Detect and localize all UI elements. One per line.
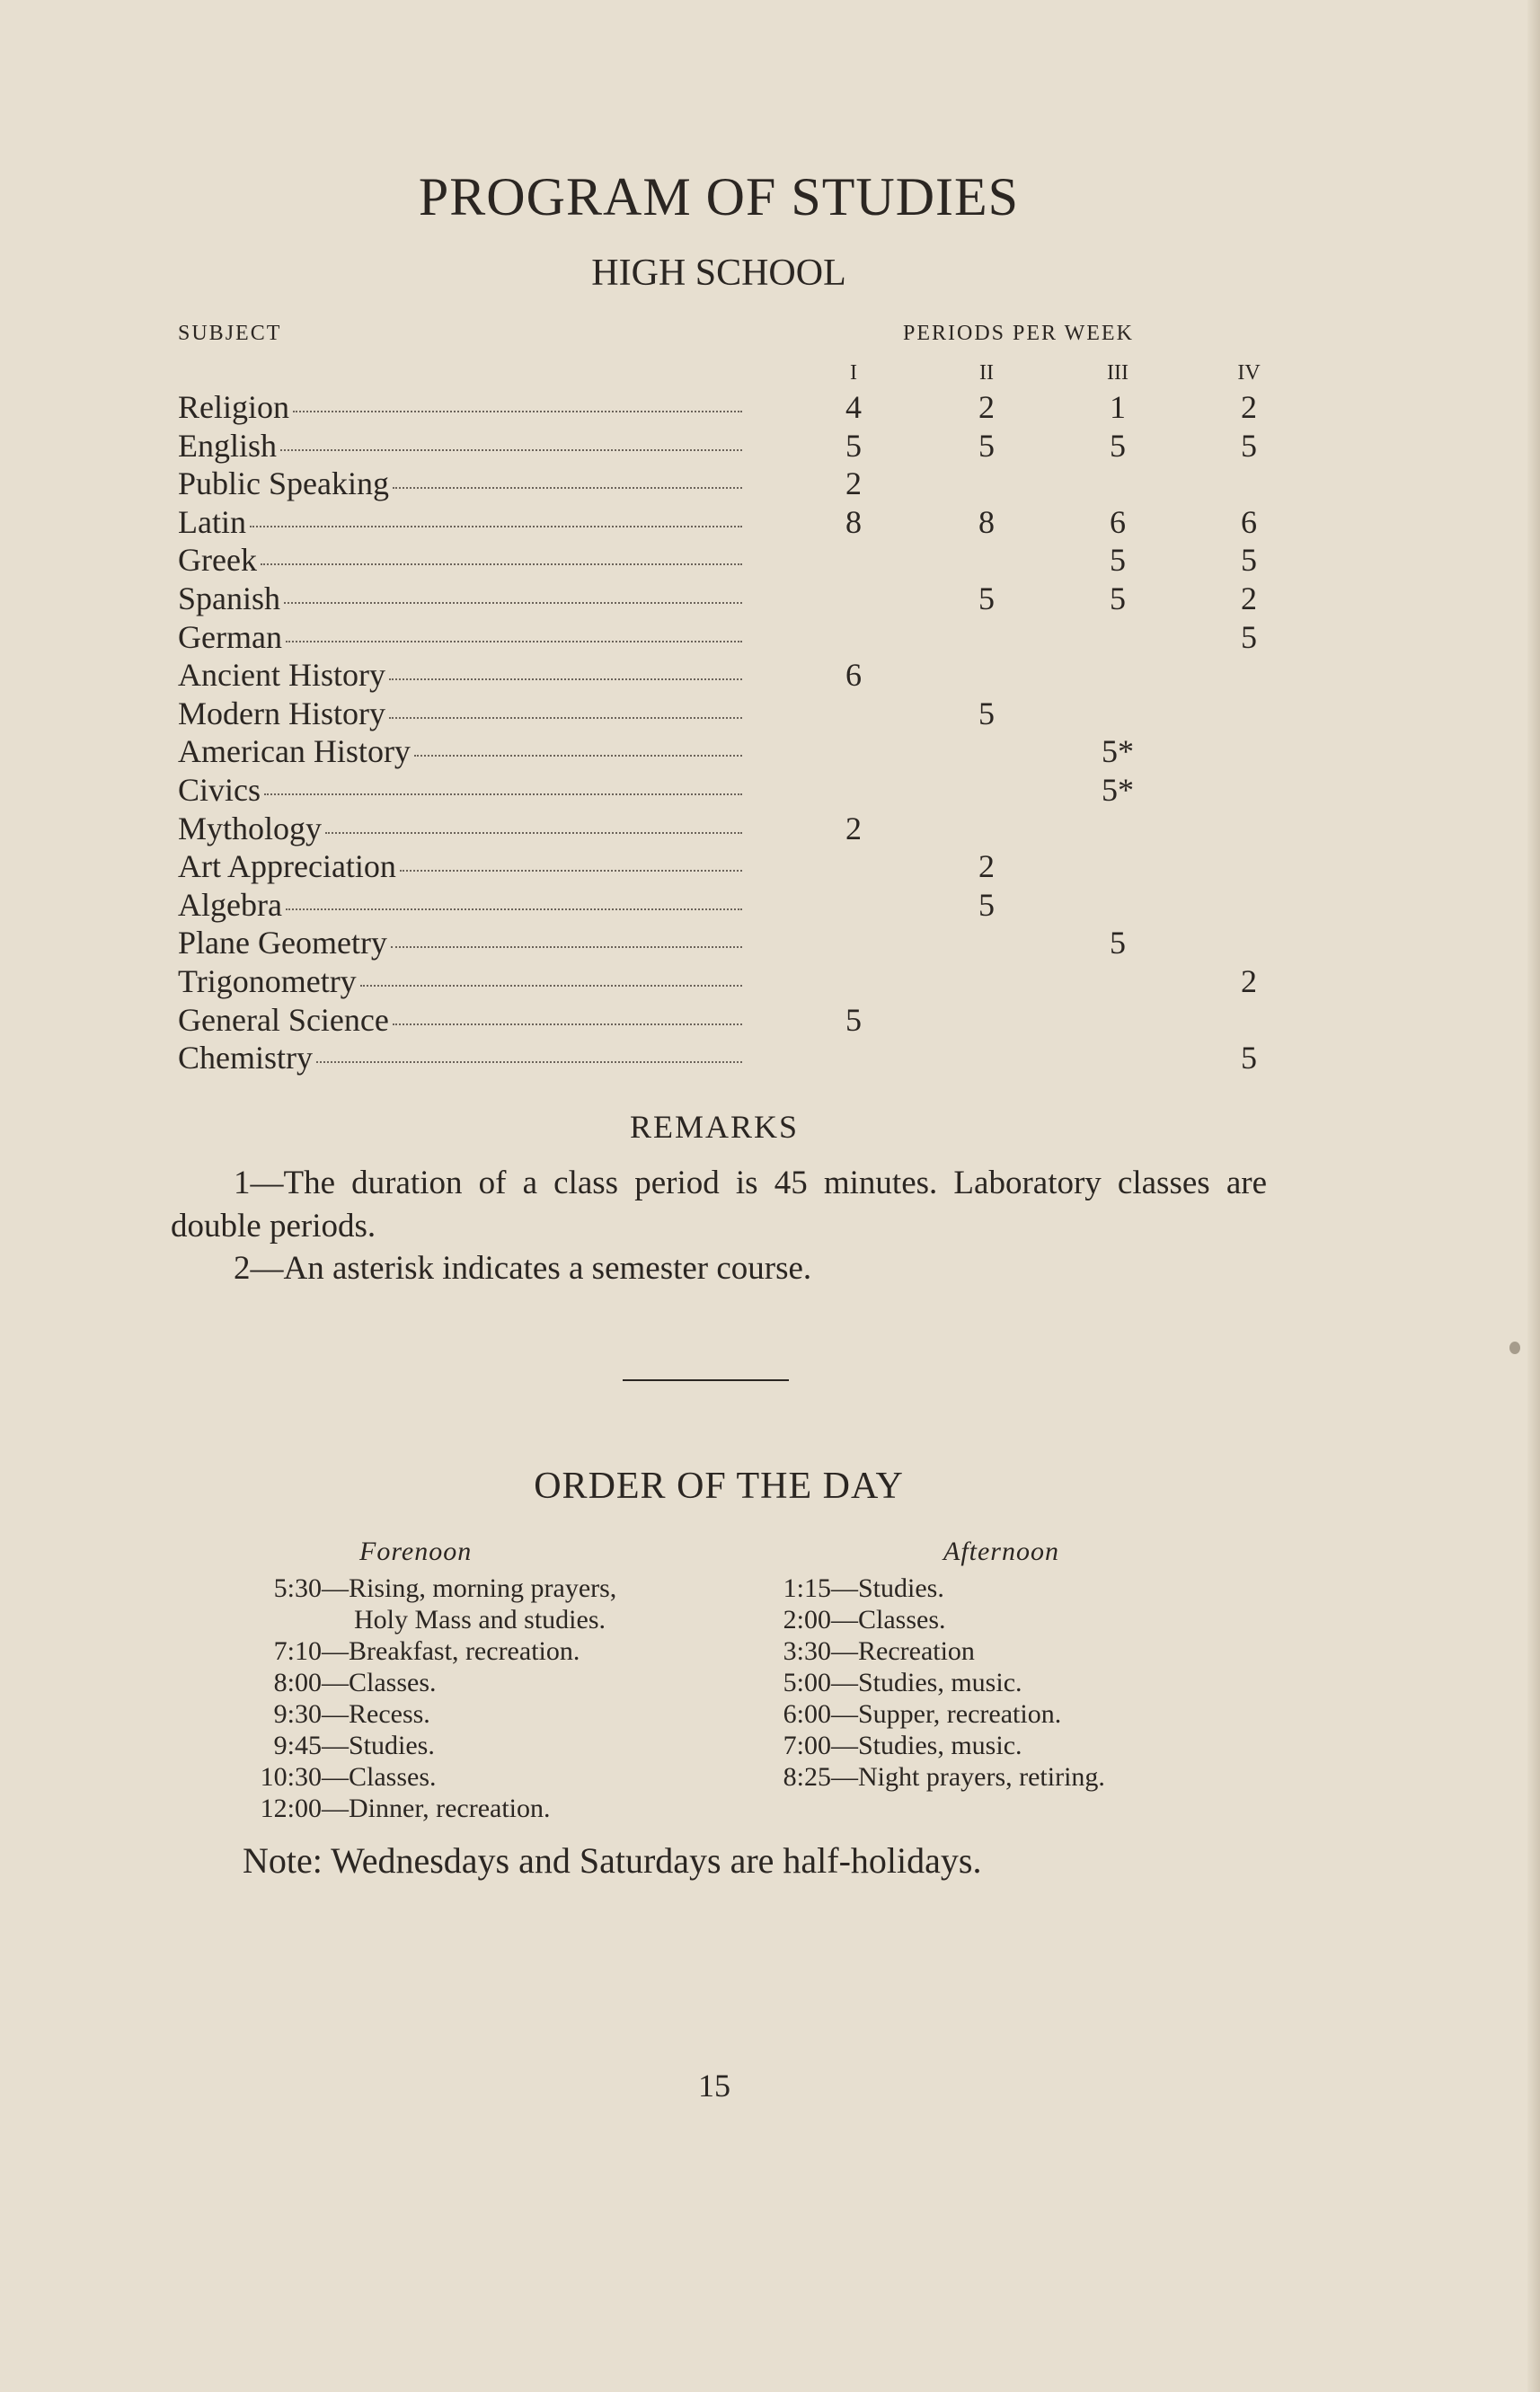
subject-cell [178,886,742,924]
schedule-time: 9:30 [273,1699,322,1729]
periods-cell: 5 [978,886,995,923]
year-header-iv: IV [1237,361,1261,385]
schedule-entry [764,1667,1105,1698]
schedule-entry [764,1573,1105,1604]
periods-cell: 5 [978,427,995,464]
periods-cell: 5 [1241,618,1257,655]
subject-cell [178,847,742,885]
dot-leader [360,985,742,987]
subject-name: Trigonometry [178,963,357,999]
periods-cell: 5 [1110,925,1126,961]
schedule-activity: —Supper, recreation. [831,1699,1062,1729]
schedule-time: 3:30 [783,1636,831,1666]
periods-cell: 5 [845,427,862,464]
periods-cell: 5 [845,1001,862,1038]
page-edge-shadow [1527,0,1540,2392]
table-row [0,695,1348,732]
dot-leader [414,755,742,757]
subject-name: German [178,618,282,655]
schedule-time: 10:30 [260,1762,322,1792]
subject-name: General Science [178,1001,389,1038]
year-header-ii: II [979,361,994,385]
schedule-time: 8:25 [783,1762,831,1792]
page-number: 15 [698,2068,730,2104]
periods-cell: 2 [978,389,995,425]
schedule-entry [216,1698,616,1730]
periods-cell: 2 [845,465,862,502]
schedule-activity: —Rising, morning prayers, [322,1573,617,1603]
schedule-time: 12:00 [260,1794,322,1823]
periods-cell: 5 [1110,427,1126,464]
subject-name: Chemistry [178,1040,313,1076]
table-row [0,1039,1348,1076]
schedule-entry [216,1793,616,1824]
table-row [0,962,1348,1000]
periods-cell: 5 [978,580,995,616]
schedule-time: 7:00 [783,1731,831,1760]
periods-cell: 8 [845,503,862,540]
dot-leader [400,870,742,872]
dot-leader [264,793,742,795]
dot-leader [280,449,742,451]
table-row [0,580,1348,617]
table-row [0,465,1348,502]
table-row [0,886,1348,924]
subject-name: Art Appreciation [178,848,396,885]
subject-cell [178,656,742,694]
forenoon-heading: Forenoon [359,1537,473,1566]
subject-name: Religion [178,389,289,425]
subject-cell [178,388,742,426]
schedule-activity: —Studies, music. [831,1731,1022,1760]
schedule-activity: —Studies. [831,1573,944,1603]
schedule-time: 9:45 [273,1731,322,1760]
schedule-activity: —Classes. [831,1605,946,1635]
periods-cell: 5* [1102,772,1134,808]
subject-name: Civics [178,772,261,808]
dot-leader [325,832,742,834]
remark-item: 1—The duration of a class period is 45 minutes. Laboratory classes are double periods. [171,1165,1267,1245]
order-of-day-heading: ORDER OF THE DAY [534,1466,904,1507]
schedule-entry [216,1573,616,1604]
subject-cell [178,580,742,617]
subject-cell [178,924,742,961]
periods-cell: 2 [1241,963,1257,999]
forenoon-schedule [216,1573,616,1824]
dot-leader [316,1061,742,1063]
holiday-note: Note: Wednesdays and Saturdays are half-holidays. [243,1840,982,1881]
periods-cell: 5 [1110,542,1126,579]
dot-leader [261,563,742,565]
subject-cell [178,810,742,847]
periods-cell: 2 [1241,389,1257,425]
subject-name: Latin [178,503,246,540]
table-row [0,771,1348,809]
schedule-entry [764,1761,1105,1793]
schedule-entry [216,1761,616,1793]
table-row [0,427,1348,465]
schedule-time: 5:30 [273,1573,322,1603]
dot-leader [389,678,742,680]
paper-blemish [1509,1342,1520,1354]
schedule-activity: —Dinner, recreation. [322,1794,551,1823]
dot-leader [284,602,742,604]
periods-cell: 5 [1241,1040,1257,1076]
subject-cell [178,427,742,465]
subject-cell [178,1001,742,1039]
subject-name: American History [178,733,411,770]
table-row [0,618,1348,656]
schedule-time: 2:00 [783,1605,831,1635]
periods-cell: 2 [845,810,862,846]
periods-cell: 6 [1110,503,1126,540]
periods-cell: 5 [978,695,995,731]
periods-cell: 6 [1241,503,1257,540]
remark-item: 2—An asterisk indicates a semester course. [234,1250,812,1287]
schedule-time: 7:10 [273,1636,322,1666]
schedule-activity: —Studies. [322,1731,435,1760]
schedule-entry [216,1730,616,1761]
periods-cell: 4 [845,389,862,425]
subject-cell [178,732,742,770]
periods-cell: 5 [1241,542,1257,579]
subject-name: Ancient History [178,657,385,694]
schedule-activity: —Recess. [322,1699,430,1729]
subject-cell [178,695,742,732]
dot-leader [286,641,742,642]
periods-cell: 8 [978,503,995,540]
schedule-time: 8:00 [273,1668,322,1697]
subject-name: Mythology [178,810,323,846]
periods-cell: 2 [978,848,995,885]
subject-cell [178,618,742,656]
table-row [0,732,1348,770]
subject-cell [178,541,742,579]
schedule-activity: —Studies, music. [831,1668,1022,1697]
subject-cell [178,962,742,1000]
table-row [0,388,1348,426]
table-row [0,656,1348,694]
remarks-heading: REMARKS [629,1109,800,1145]
table-row [0,810,1348,847]
page-title: PROGRAM OF STUDIES [418,167,1020,226]
dot-leader [391,946,742,948]
subject-name: Public Speaking [178,465,389,502]
subject-cell [178,465,742,502]
subject-column-header: SUBJECT [178,322,282,345]
dot-leader [389,717,742,719]
schedule-entry [764,1730,1105,1761]
page-subtitle: HIGH SCHOOL [591,252,846,294]
afternoon-heading: Afternoon [943,1537,1059,1566]
schedule-activity: —Breakfast, recreation. [322,1636,580,1666]
schedule-activity: —Night prayers, retiring. [831,1762,1105,1792]
schedule-entry [764,1698,1105,1730]
schedule-time: 1:15 [783,1573,831,1603]
subject-name: Algebra [178,886,282,923]
periods-cell: 1 [1110,389,1126,425]
table-row [0,1001,1348,1039]
table-row [0,847,1348,885]
subject-cell [178,1039,742,1076]
table-row [0,503,1348,541]
section-divider [623,1379,789,1381]
subject-name: English [178,427,278,464]
periods-cell: 5 [1110,580,1126,616]
schedule-activity: —Classes. [322,1668,437,1697]
subject-name: Modern History [178,695,385,731]
schedule-entry [764,1635,1105,1667]
dot-leader [393,487,742,489]
schedule-time: 6:00 [783,1699,831,1729]
subject-name: Spanish [178,580,281,616]
table-row [0,541,1348,579]
dot-leader [293,411,742,412]
table-row [0,924,1348,961]
periods-cell: 6 [845,657,862,694]
subject-cell [178,771,742,809]
subject-name: Greek [178,542,257,579]
subject-cell [178,503,742,541]
afternoon-schedule [764,1573,1105,1793]
dot-leader [286,908,742,910]
year-header-i: I [850,361,857,385]
periods-cell: 5* [1102,733,1134,770]
schedule-time: 5:00 [783,1668,831,1697]
schedule-entry [216,1604,616,1635]
periods-cell: 5 [1241,427,1257,464]
dot-leader [393,1023,742,1025]
schedule-entry [216,1667,616,1698]
schedule-entry [764,1604,1105,1635]
periods-cell: 2 [1241,580,1257,616]
periods-column-header: PERIODS PER WEEK [903,322,1134,345]
schedule-activity: Holy Mass and studies. [354,1605,606,1635]
year-header-iii: III [1107,361,1128,385]
schedule-entry [216,1635,616,1667]
subject-name: Plane Geometry [178,925,387,961]
schedule-activity: —Recreation [831,1636,975,1666]
schedule-activity: —Classes. [322,1762,437,1792]
dot-leader [250,526,742,527]
